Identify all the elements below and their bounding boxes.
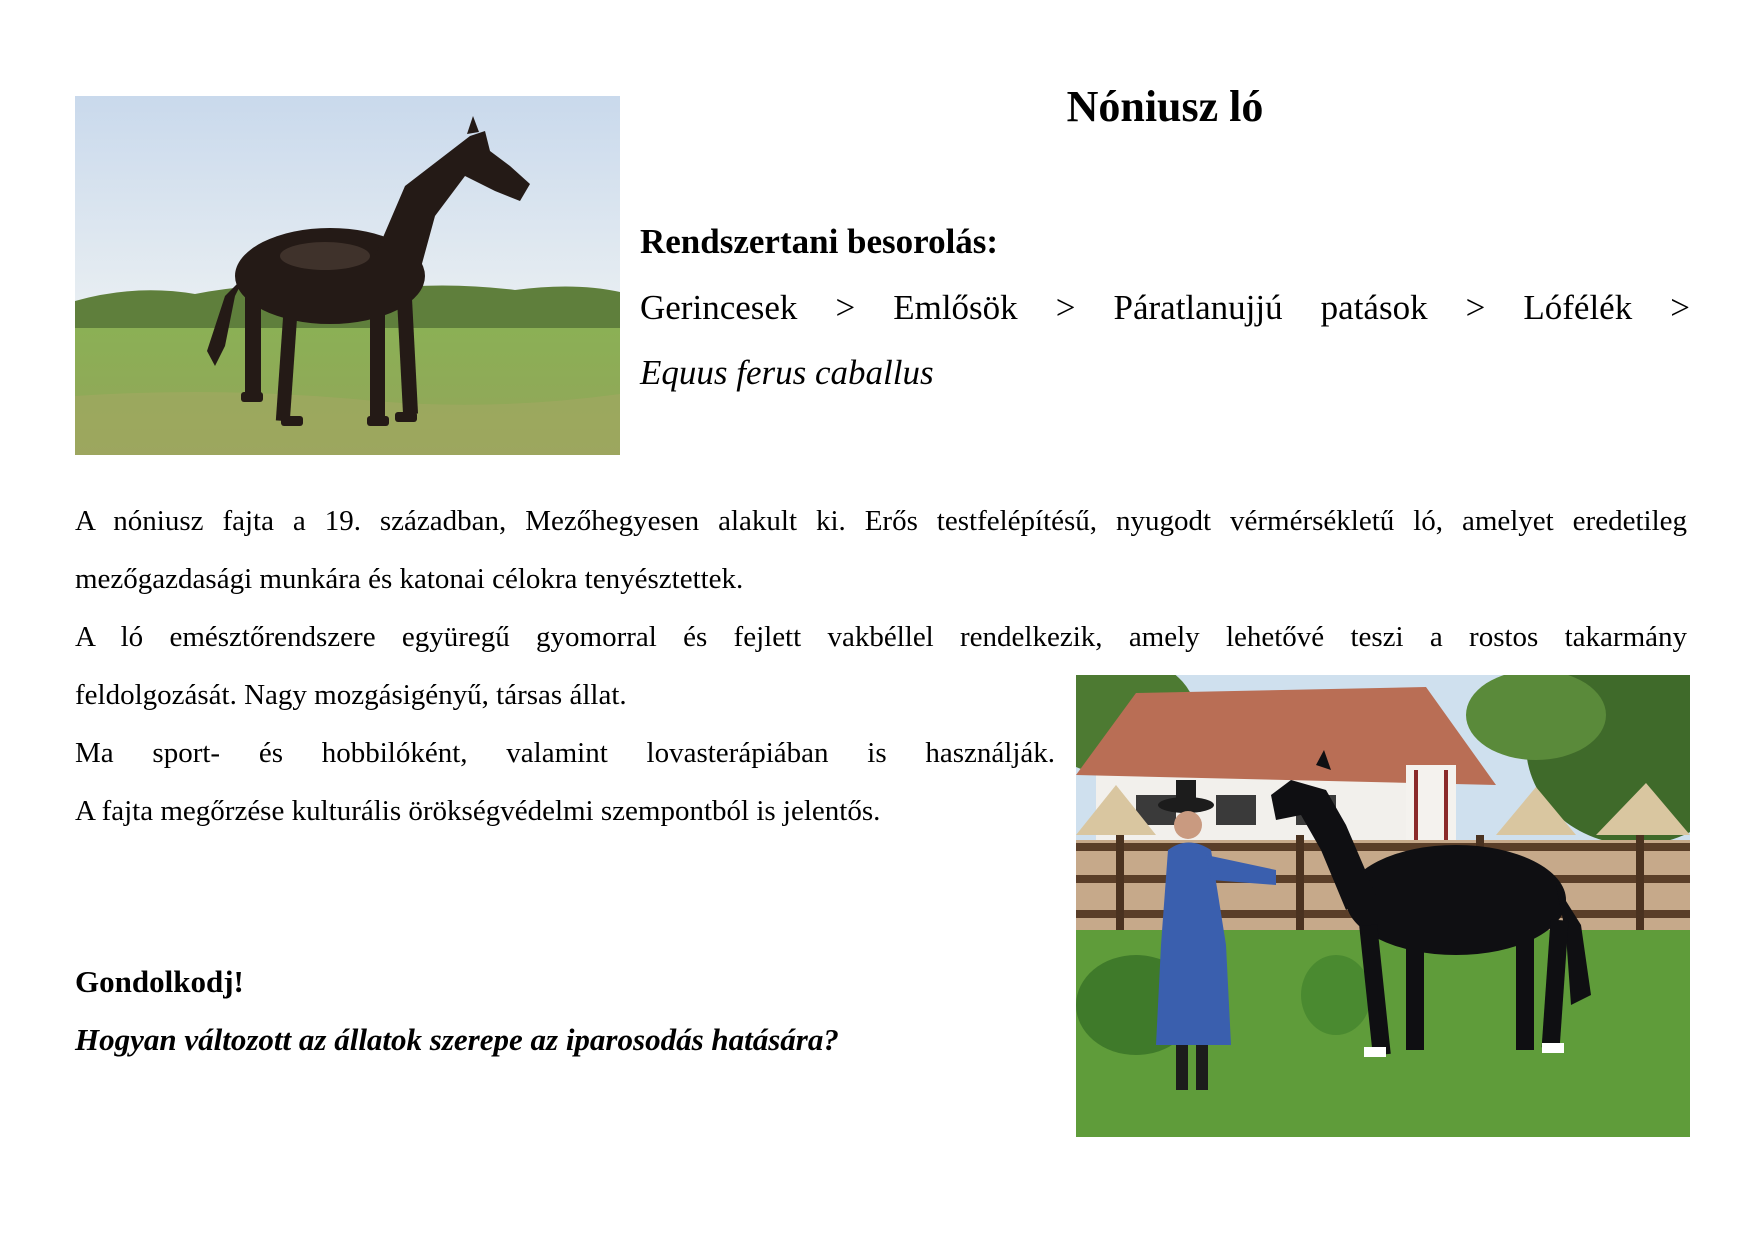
horse-handler-photo xyxy=(1076,675,1690,1137)
paragraph-usage-text: Ma sport- és hobbilóként, valamint lovasterápiában is használják. xyxy=(75,737,1055,769)
paragraph-digestion-line2: feldolgozását. Nagy mozgásigényű, társas állat. xyxy=(75,679,627,711)
taxonomy-separator: > xyxy=(1465,288,1486,327)
taxonomy-token: patások xyxy=(1320,288,1428,327)
think-heading: Gondolkodj! xyxy=(75,964,244,999)
paragraph-digestion-line1: A ló emésztőrendszere együregű gyomorral és fejlett vakbéllel rendelkezik, amely lehetővé teszi a rostos takarmány xyxy=(75,621,1687,653)
taxonomy-path xyxy=(640,282,1690,334)
taxonomy-token: Emlősök xyxy=(893,288,1018,327)
taxonomy-latin-name: Equus ferus caballus xyxy=(640,353,934,392)
taxonomy-token: Páratlanujjú xyxy=(1113,288,1283,327)
paragraph-usage xyxy=(75,724,1055,782)
taxonomy-token: Lófélék xyxy=(1523,288,1633,327)
taxonomy-separator: > xyxy=(1055,288,1076,327)
taxonomy-separator: > xyxy=(835,288,856,327)
taxonomy-token: Gerincesek xyxy=(640,288,798,327)
paragraph-origin: A nóniusz fajta a 19. században, Mezőhegyesen alakult ki. Erős testfelépítésű, nyugodt vérmérsékletű ló, amelyet eredetileg mezőgazdasági munkára és katonai célokra tenyésztettek. xyxy=(75,505,1687,595)
taxonomy-heading: Rendszertani besorolás: xyxy=(640,222,999,261)
horse-photo-meadow xyxy=(75,96,620,455)
page-title: Nóniusz ló xyxy=(1066,82,1264,131)
taxonomy-separator: > xyxy=(1670,288,1690,327)
paragraph-heritage: A fajta megőrzése kulturális örökségvédelmi szempontból is jelentős. xyxy=(75,795,881,827)
think-question: Hogyan változott az állatok szerepe az iparosodás hatására? xyxy=(75,1022,839,1057)
